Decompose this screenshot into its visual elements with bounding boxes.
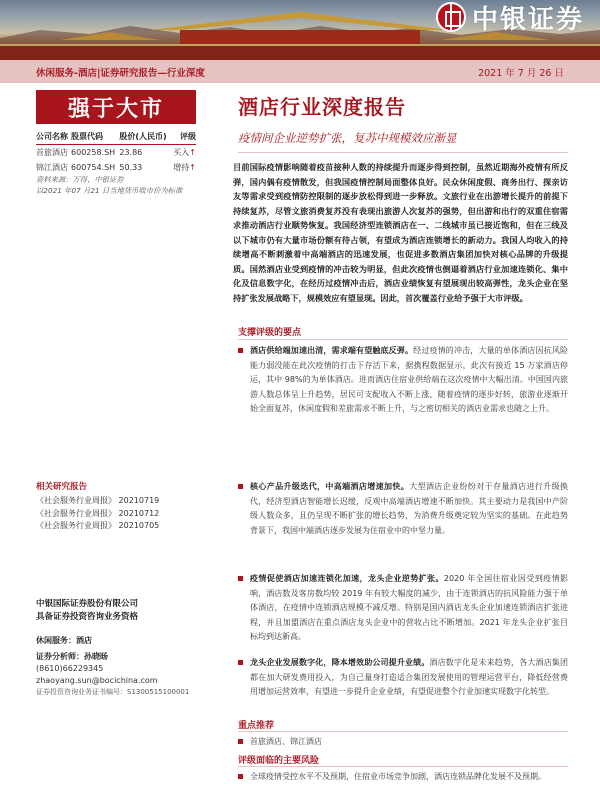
related-reports-heading: 相关研究报告 — [36, 482, 88, 492]
rating-point-1 — [238, 344, 568, 417]
sector-label: 休闲服务：酒店 — [36, 636, 92, 645]
company-name: 首旅酒店 — [36, 148, 68, 157]
table-header-row — [36, 130, 196, 145]
analyst-email[interactable]: zhaoyang.sun@bocichina.com — [36, 676, 158, 685]
point-text: 经过疫情的冲击，大量的单体酒店因抗风险能力弱没能在此次疫情的打击下存活下来，据携程数据显示，此次有接近 15 万家酒店停运，其中 98%的为单体酒店。进而酒店住宿业供给端在这次疫情中大幅出清。中国国内旅游人数总体呈上升趋势，居民可支配收入不断上涨，随着疫情的逐步好转，旅游业逐渐开始全面复苏，休闲度假和差旅需求不断上升，与之密切相关的酒店业需求也随之上升。 — [250, 346, 568, 413]
analyst-phone: (8610)66229345 — [36, 664, 104, 673]
col-header-price: 股价(人民币) — [119, 130, 171, 145]
related-reports-list — [36, 495, 201, 533]
firm-name: 中银国际证券股份有限公司 具备证券投资咨询业务资格 — [36, 599, 139, 622]
table-row — [36, 160, 196, 175]
stock-rating: 增持↑ — [173, 163, 196, 172]
bullet-icon — [238, 660, 243, 665]
stock-code: 600754.SH — [71, 163, 116, 172]
bullet-icon — [238, 484, 243, 489]
brand-name: 中银证券 — [471, 4, 584, 35]
point-lead: 疫情促使酒店加速连锁化加速，龙头企业逆势扩张。 — [250, 574, 444, 583]
col-header-name: 公司名称 — [36, 130, 71, 145]
report-subtitle: 疫情间企业逆势扩张，复苏中规模效应渐显 — [238, 131, 457, 145]
bullet-icon — [238, 739, 243, 744]
section-divider — [238, 731, 568, 732]
point-lead: 核心产品升级迭代，中高端酒店增速加快。 — [250, 482, 410, 491]
analyst-name: 证券分析师：孙晓旸 — [36, 652, 108, 661]
point-text: 大型酒店企业纷纷对于存量酒店进行升级换代，经济型酒店智能增长迟缓，反观中高端酒店增速不断加快。其主要动力是我国中产阶级人数众多，且仍呈现不断扩张的增长趋势，为消费升级奠定较为坚实的基础。在此趋势背景下，我国中端酒店逐步发展为住宿业中的中坚力量。 — [250, 482, 568, 535]
list-item[interactable]: 《社会服务行业周报》 20210705 — [36, 521, 160, 530]
report-summary: 目前国际疫情影响随着疫苗接种人数的持续提升而逐步得到控制，虽然近期海外疫情有所反弹，国内偶有疫情散发，但我国疫情控制局面整体良好。民众休闲度假、商务出行、探亲访友等需求受到疫情防控限制的逐步放松得到进一步释放。文旅行业在出游增长提升的前提下持续复苏，尽管文旅消费复苏没有表现出旅游人次复苏的强势，但出游和出行的双重住宿需求推动酒店行业顺势恢复。我国经济型连锁酒店在一、二线城市虽已接近饱和，但在三线及以下城市仍有大量市场份额有待占领，有望成为酒店连锁增长的新动力。我国人均收入的持续增高不断刺激着中高端酒店的迅速发展，也促进多数酒店集团加快对核心品牌的升级提质。国然酒店业受到疫情的冲击较为明显，但此次疫情也倒逼着酒店行业加速连锁化、集中化及信息数字化，在经历过疫情冲击后，酒店业绩恢复有望展现出较高弹性，龙头企业在坚持扩张发展战略下，规模效应有望显现。因此，首次覆盖行业给予强于大市评级。 — [233, 162, 568, 303]
arrow-up-icon: ↑ — [189, 163, 196, 172]
point-text: 酒店数字化是未来趋势，各大酒店集团都在加大研发费用投入，为自己量身打造适合集团发展使用的管理运营平台，降低经营费用增加运营效率，有望进一步提升企业业绩，有望促进整个行业加速实现数字化转型。 — [250, 658, 569, 696]
company-rating-table — [36, 130, 196, 175]
list-item[interactable]: 《社会服务行业周报》 20210712 — [36, 508, 160, 518]
header-banner — [0, 0, 600, 60]
rating-point-4 — [238, 656, 568, 700]
rating-points-heading: 支撑评级的要点 — [238, 328, 302, 338]
stock-price: 50.33 — [119, 163, 143, 172]
section-divider — [238, 766, 568, 767]
rating-point-3 — [238, 572, 568, 645]
picks-heading: 重点推荐 — [238, 721, 275, 731]
report-date: 2021 年 7 月 26 日 — [478, 68, 564, 79]
analyst-info — [36, 635, 206, 697]
report-title: 酒店行业深度报告 — [238, 95, 406, 119]
title-divider — [238, 152, 568, 153]
stock-rating: 买入↑ — [173, 148, 196, 157]
analyst-license: 证券投资咨询业务证书编号：S1300515100001 — [36, 688, 190, 696]
arrow-up-icon: ↑ — [189, 148, 196, 157]
report-category: 休闲服务-酒店|证券研究报告—行业深度 — [36, 68, 205, 79]
col-header-rating: 评级 — [171, 130, 196, 145]
brand-logo — [436, 0, 584, 34]
picks-item: 首旅酒店、锦江酒店 — [238, 735, 568, 749]
risks-heading: 评级面临的主要风险 — [238, 756, 320, 766]
company-name: 锦江酒店 — [36, 163, 68, 172]
stock-price: 23.86 — [119, 148, 143, 157]
col-header-code: 股票代码 — [71, 130, 119, 145]
point-lead: 龙头企业发展数字化，降本增效助公司提升业绩。 — [250, 658, 430, 667]
stock-code: 600258.SH — [71, 148, 116, 157]
bullet-icon — [238, 348, 243, 353]
risks-item: 全球疫情受控水平不及预期，住宿业市场竞争加剧，酒店连锁品牌化发展不及预期。 — [238, 770, 568, 784]
point-text: 2020 年全国住宿业因受到疫情影响，酒店数及客房数均较 2019 年有较大幅度的减少，由于连锁酒店的抗风险能力强于单体酒店，在疫情中连锁酒店规模不减反增。特别是国内酒店龙头企业加速连锁酒店扩张进程，并且加盟酒店在重点酒店龙头企业中的营收占比不断增加。2021 年龙头企业扩张目标均到达新高。 — [250, 574, 568, 641]
industry-rating-badge: 强于大市 — [36, 90, 196, 124]
section-divider — [238, 339, 568, 340]
data-source-note: 资料来源：万得，中银证券 以2021 年07 月21 日当地货币收市价为标准 — [36, 175, 183, 195]
list-item[interactable]: 《社会服务行业周报》 20210719 — [36, 496, 160, 505]
point-lead: 酒店供给端加速出清，需求端有望触底反弹。 — [250, 346, 414, 355]
rating-point-2 — [238, 480, 568, 538]
bank-of-china-logo-icon — [436, 2, 466, 32]
bullet-icon — [238, 774, 243, 779]
table-row — [36, 145, 196, 161]
bullet-icon — [238, 576, 243, 581]
report-info-strip — [0, 60, 600, 83]
